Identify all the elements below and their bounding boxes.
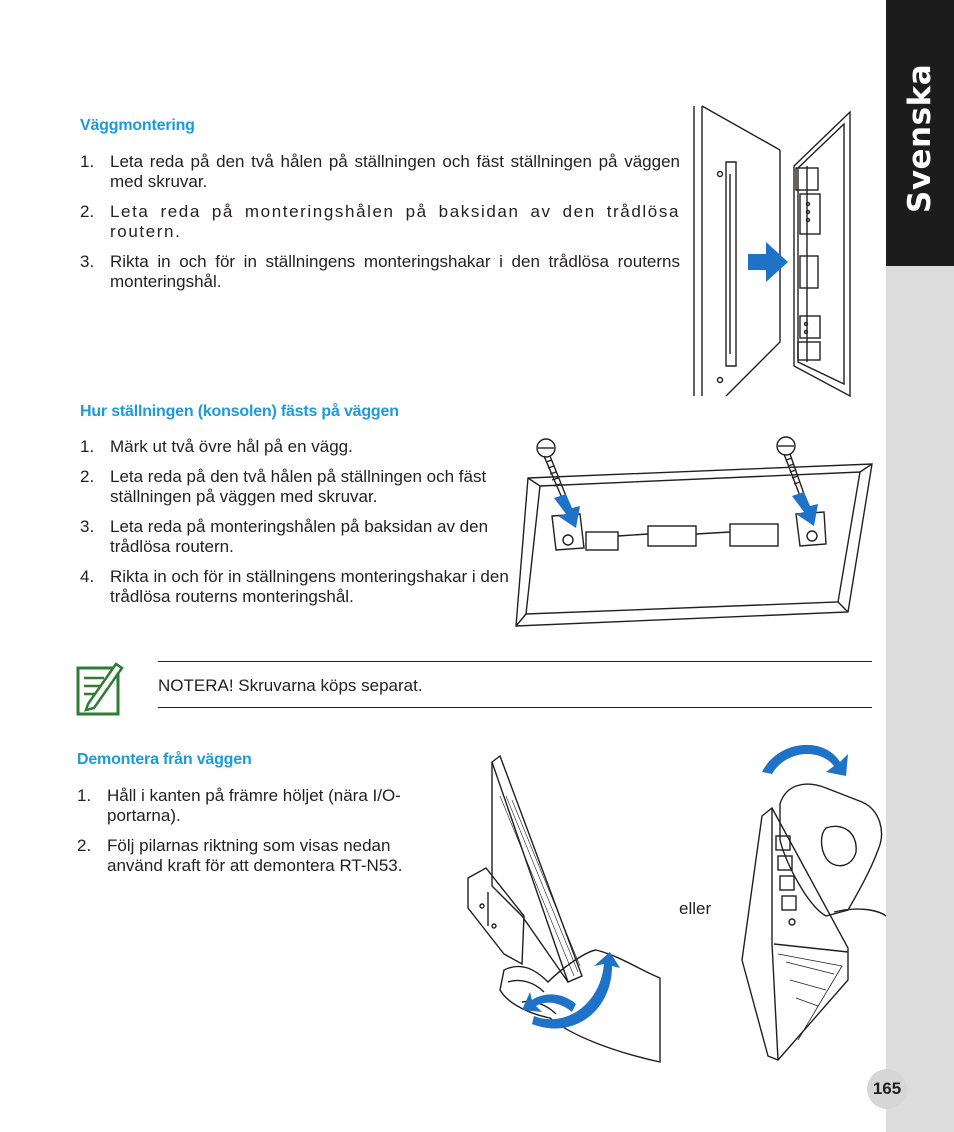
step-item — [80, 152, 680, 192]
language-label: Svenska — [902, 63, 938, 213]
step-text: Rikta in och för in ställningens monteringshakar i den trådlösa routerns monteringshål. — [110, 252, 680, 291]
dismount-hand-illustration-right — [738, 740, 886, 1064]
step-number: 2. — [80, 202, 95, 221]
step-text: Leta reda på monteringshålen på baksidan av den trådlösa routern. — [110, 517, 489, 556]
step-item — [80, 467, 510, 507]
arrow-down-icon — [554, 494, 580, 528]
step-text: Håll i kanten på främre höljet (nära I/O-portarna). — [107, 786, 401, 825]
step-text: Leta reda på monteringshålen på baksidan av den trådlösa routern. — [110, 202, 680, 241]
rotate-arrow-icon — [762, 745, 848, 776]
note-text: NOTERA! Skruvarna köps separat. — [158, 676, 423, 695]
step-number: 3. — [80, 252, 95, 271]
dismount-hand-illustration-left — [464, 756, 660, 1066]
note-top-rule — [158, 661, 872, 662]
dismount-steps — [77, 786, 437, 876]
step-item — [80, 567, 510, 607]
step-text: Följ pilarnas riktning som visas nedan använd kraft för att demontera RT-N53. — [107, 836, 403, 875]
step-item — [77, 836, 437, 876]
step-item — [80, 517, 510, 557]
step-number: 1. — [80, 437, 95, 456]
eller-label: eller — [679, 899, 712, 918]
step-number: 4. — [80, 567, 95, 586]
step-number: 1. — [77, 786, 92, 805]
step-number: 1. — [80, 152, 95, 171]
step-number: 2. — [80, 467, 95, 486]
note-icon — [76, 660, 124, 716]
page-number: 165 — [867, 1069, 907, 1109]
heading-bracket-attach: Hur ställningen (konsolen) fästs på väggen — [80, 403, 399, 420]
router-wall-illustration — [690, 104, 886, 396]
bracket-attach-steps — [80, 437, 510, 607]
heading-dismount: Demontera från väggen — [77, 751, 252, 768]
step-text: Märk ut två övre hål på en vägg. — [110, 437, 353, 456]
step-item — [80, 202, 680, 242]
wall-mounting-steps — [80, 152, 680, 292]
step-text: Rikta in och för in ställningens monteringshakar i den trådlösa routerns monteringshål. — [110, 567, 509, 606]
step-item — [80, 252, 680, 292]
step-text: Leta reda på den två hålen på ställningen och fäst ställningen på väggen med skruvar. — [110, 467, 487, 506]
step-item — [80, 437, 510, 457]
bracket-screws-illustration — [510, 436, 876, 630]
arrow-down-icon — [792, 492, 818, 526]
step-text: Leta reda på den två hålen på ställningen och fäst ställningen på väggen med skruvar. — [110, 152, 680, 191]
step-number: 2. — [77, 836, 92, 855]
heading-wall-mounting: Väggmontering — [80, 117, 195, 134]
arrow-right-icon — [748, 242, 788, 282]
note-bottom-rule — [158, 707, 872, 708]
step-number: 3. — [80, 517, 95, 536]
step-item — [77, 786, 437, 826]
